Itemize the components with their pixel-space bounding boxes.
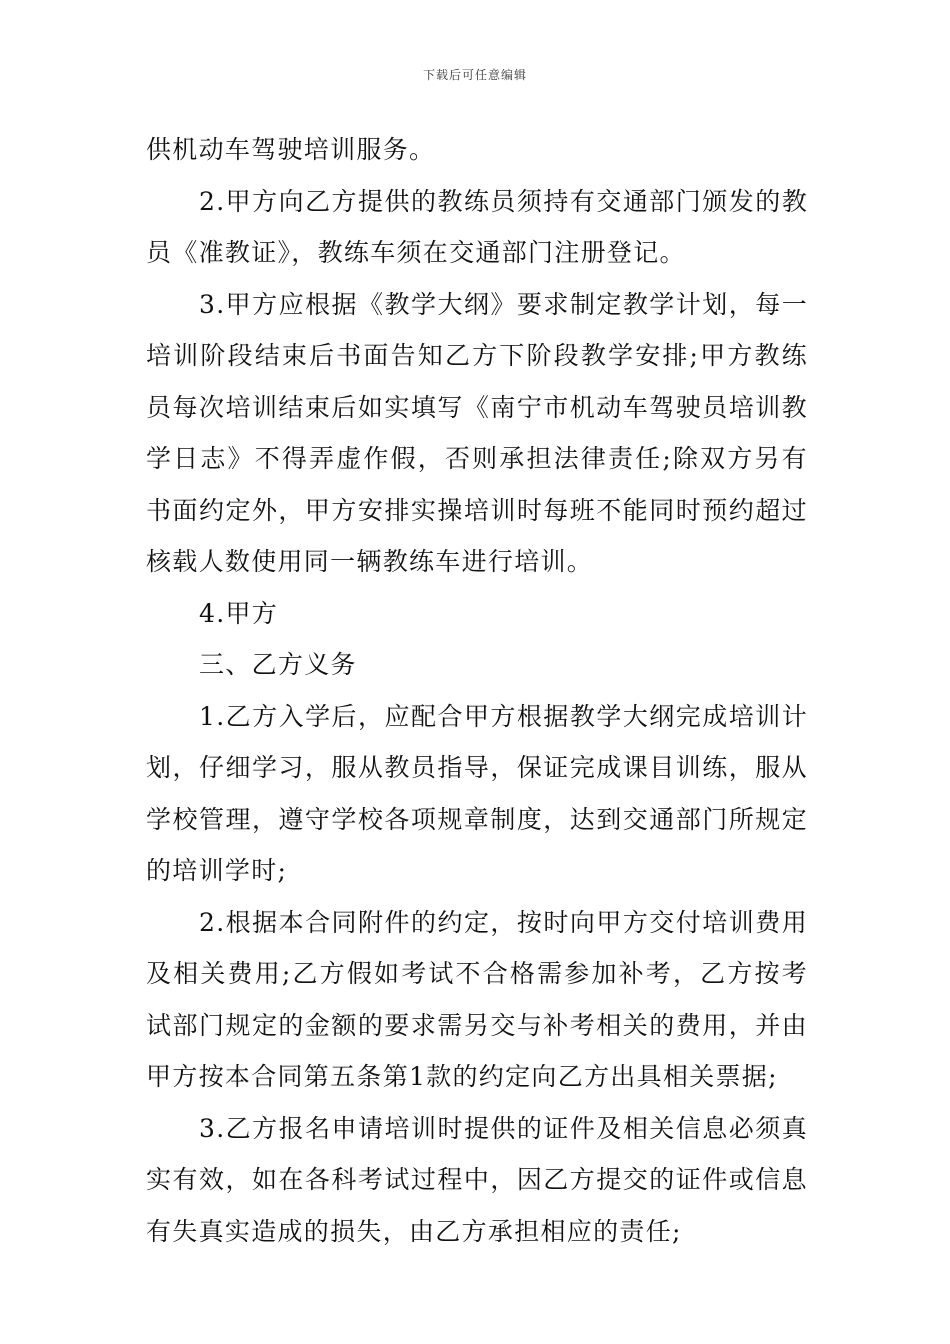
paragraph-1: 供机动车驾驶培训服务。 xyxy=(146,135,436,164)
header-note: 下载后可任意编辑 xyxy=(422,68,527,82)
paragraph-8: 3.乙方报名申请培训时提供的证件及相关信息必须真实有效，如在各科考试过程中，因乙方提交的证件或信息有失真实造成的损失，由乙方承担相应的责任; xyxy=(146,1113,808,1246)
paragraph-6: 1.乙方入学后，应配合甲方根据教学大纲完成培训计划，仔细学习，服从教员指导，保证完成课目训练，服从学校管理，遵守学校各项规章制度，达到交通部门所规定的培训学时; xyxy=(146,701,808,885)
paragraph-4: 4.甲方 xyxy=(199,598,279,628)
section-heading-party-b-obligations: 三、乙方义务 xyxy=(199,650,357,679)
paragraph-3: 3.甲方应根据《教学大纲》要求制定教学计划，每一培训阶段结束后书面告知乙方下阶段教学安排;甲方教练员每次培训结束后如实填写《南宁市机动车驾驶员培训教学日志》不得弄虚作假，否则承担法律责任;除双方另有书面约定外，甲方安排实操培训时每班不能同时预约超过核载人数使用同一辆教练车进行培训。 xyxy=(146,289,808,576)
paragraph-2: 2.甲方向乙方提供的教练员须持有交通部门颁发的教员《准教证》，教练车须在交通部门注册登记。 xyxy=(146,186,808,267)
document-body xyxy=(146,124,808,1257)
paragraph-7: 2.根据本合同附件的约定，按时向甲方交付培训费用及相关费用;乙方假如考试不合格需参加补考，乙方按考试部门规定的金额的要求需另交与补考相关的费用，并由甲方按本合同第五条第1款的约定向乙方出具相关票据; xyxy=(146,907,808,1091)
